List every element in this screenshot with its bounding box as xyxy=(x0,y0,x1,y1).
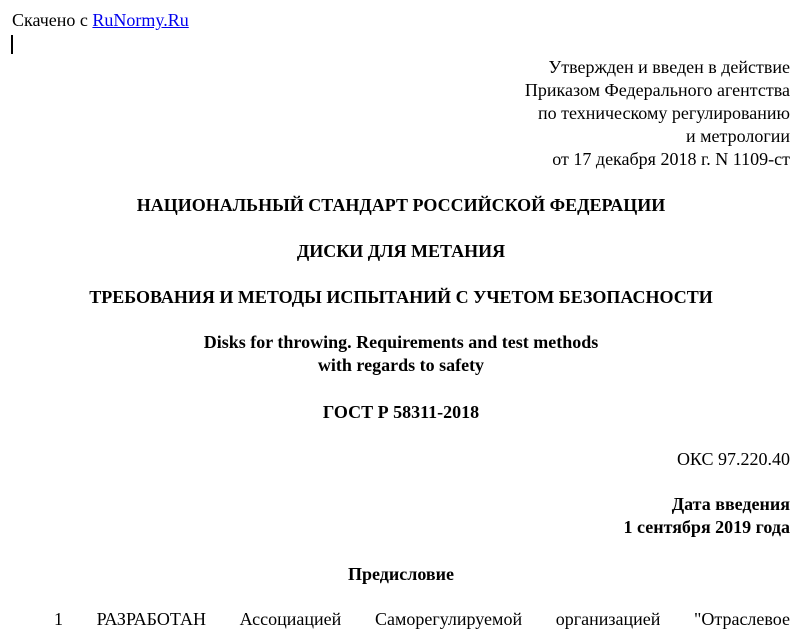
document-subtitle: ТРЕБОВАНИЯ И МЕТОДЫ ИСПЫТАНИЙ С УЧЕТОМ БЕЗОПАСНОСТИ xyxy=(89,287,713,307)
text-cursor xyxy=(11,35,13,54)
introduction-date-label: Дата введения xyxy=(671,494,790,514)
standard-type-heading: НАЦИОНАЛЬНЫЙ СТАНДАРТ РОССИЙСКОЙ ФЕДЕРАЦИИ xyxy=(136,195,666,215)
preface-heading: Предисловие xyxy=(348,564,454,584)
approval-line: от 17 декабря 2018 г. N 1109-ст xyxy=(552,149,790,169)
approval-line: по техническому регулированию xyxy=(537,103,790,123)
preface-item-1: 1 РАЗРАБОТАН Ассоциацией Саморегулируемой организацией "Отраслевое xyxy=(54,609,790,629)
approval-line: Приказом Федерального агентства xyxy=(524,80,790,100)
document-title: ДИСКИ ДЛЯ МЕТАНИЯ xyxy=(296,241,506,261)
english-title-line-1: Disks for throwing. Requirements and test methods xyxy=(203,332,599,352)
gost-number: ГОСТ Р 58311-2018 xyxy=(322,402,480,422)
introduction-date-block xyxy=(624,493,790,539)
source-link[interactable]: RuNormy.Ru xyxy=(92,10,189,30)
approval-block xyxy=(525,56,790,171)
source-line xyxy=(12,9,189,31)
approval-line: Утвержден и введен в действие xyxy=(548,57,790,77)
introduction-date-value: 1 сентября 2019 года xyxy=(623,517,790,537)
english-title xyxy=(0,331,802,377)
english-title-line-2: with regards to safety xyxy=(317,355,485,375)
oks-code: ОКС 97.220.40 xyxy=(676,449,790,469)
source-prefix: Скачено с xyxy=(12,10,93,30)
approval-line: и метрологии xyxy=(686,126,790,146)
